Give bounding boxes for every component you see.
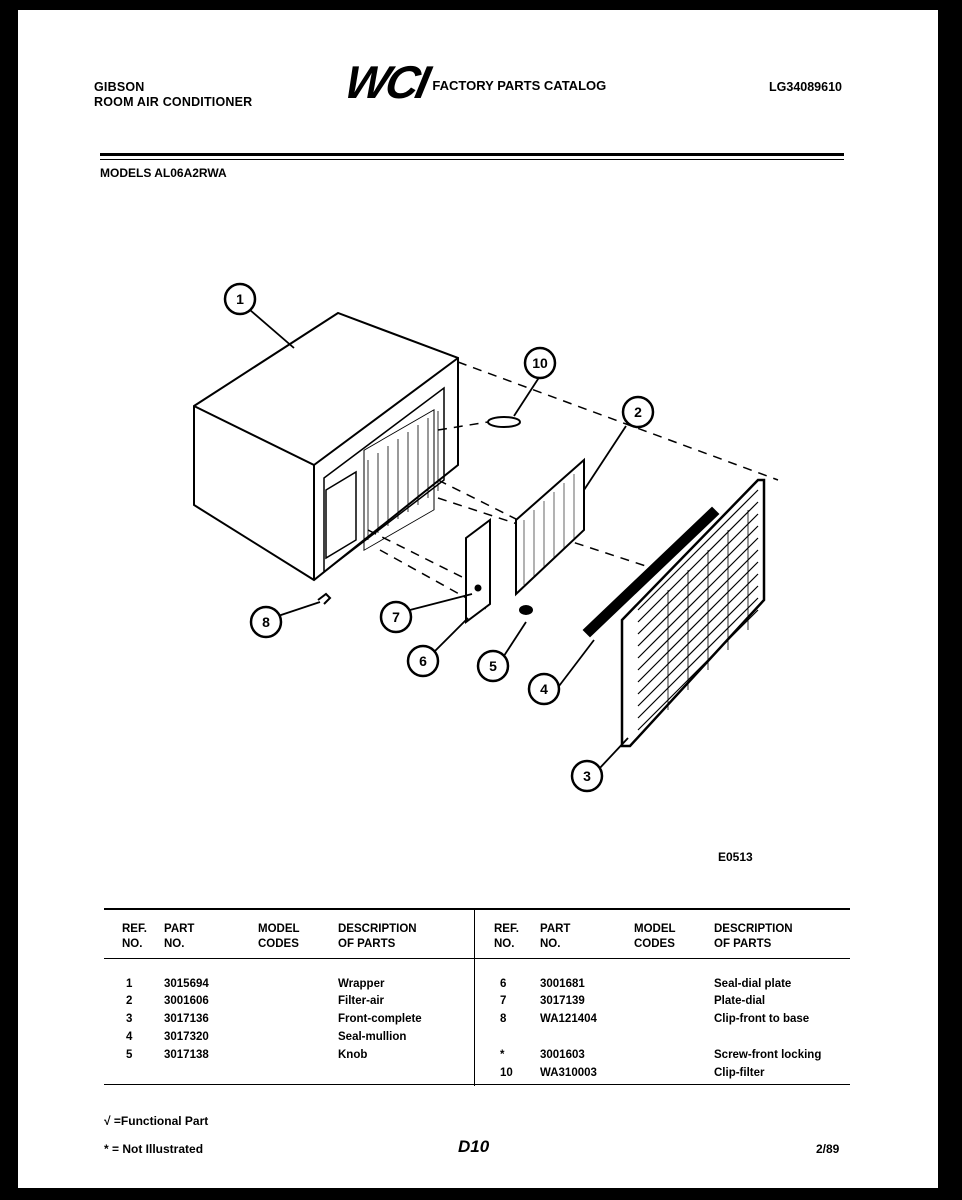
cell-part: WA310003 [540,1067,597,1079]
brand-name: GIBSON [94,80,145,94]
cell-ref: 4 [126,1031,133,1043]
table-row [18,1065,938,1082]
cell-part: 3017136 [164,1013,209,1025]
page-number: D10 [458,1137,490,1156]
callout-1: 1 [236,291,244,307]
header-ref-left: REF. NO. [122,923,147,950]
cell-ref: 10 [500,1067,513,1079]
cell-part: 3001606 [164,995,209,1007]
callout-6: 6 [419,653,427,669]
cell-desc: Plate-dial [714,995,766,1007]
cell-desc: Clip-front to base [714,1013,810,1025]
diagram-code: E0513 [718,850,753,864]
table-row [18,1047,938,1064]
cell-part: 3017138 [164,1049,209,1061]
callout-2: 2 [634,404,642,420]
header-desc-left: DESCRIPTION OF PARTS [338,923,417,950]
filter-clip-part [488,417,520,427]
cell-desc: Knob [338,1049,368,1061]
wci-logo: WCI [340,56,432,108]
product-name: ROOM AIR CONDITIONER [94,95,253,109]
callout-3: 3 [583,768,591,784]
cell-ref: 8 [500,1013,507,1025]
table-bottom-rule [104,1084,850,1085]
cell-ref: * [500,1049,505,1061]
cell-desc: Filter-air [338,995,385,1007]
table-row [18,993,938,1010]
header-part-right: PART NO. [540,923,571,950]
cell-ref: 5 [126,1049,133,1061]
cell-desc: Clip-filter [714,1067,765,1079]
table-header-rule [104,958,850,959]
callout-5: 5 [489,658,497,674]
cell-part: 3015694 [164,978,209,990]
callout-10: 10 [532,355,548,371]
catalog-name: FACTORY PARTS CATALOG [432,77,607,93]
cell-desc: Screw-front locking [714,1049,822,1061]
cell-desc: Seal-dial plate [714,978,792,990]
cell-part: 3001681 [540,978,585,990]
table-row [18,1029,938,1046]
callout-7: 7 [392,609,400,625]
table-row [18,1011,938,1028]
exploded-parts-diagram [18,10,938,890]
cell-ref: 2 [126,995,133,1007]
header-part-left: PART NO. [164,923,195,950]
cell-part: 3001603 [540,1049,585,1061]
cell-ref: 3 [126,1013,133,1025]
catalog-number: LG34089610 [769,80,842,94]
functional-part-note: √ =Functional Part [104,1114,209,1128]
cell-ref: 7 [500,995,507,1007]
cell-part: WA121404 [540,1013,597,1025]
models-label: MODELS AL06A2RWA [100,166,227,180]
cell-ref: 1 [126,978,133,990]
cell-desc: Wrapper [338,978,385,990]
cell-part: 3017139 [540,995,585,1007]
knob-part [520,606,532,614]
cell-desc: Seal-mullion [338,1031,407,1043]
table-top-rule [104,908,850,910]
callout-4: 4 [540,681,548,697]
callout-8: 8 [262,614,270,630]
cell-ref: 6 [500,978,507,990]
not-illustrated-note: * = Not Illustrated [104,1142,204,1156]
header-desc-right: DESCRIPTION OF PARTS [714,923,793,950]
revision-date: 2/89 [816,1142,840,1156]
dial-plate-part [466,520,490,622]
cell-desc: Front-complete [338,1013,422,1025]
header-ref-right: REF. NO. [494,923,519,950]
header-model-right: MODEL CODES [634,923,676,950]
header-model-left: MODEL CODES [258,923,300,950]
cell-part: 3017320 [164,1031,209,1043]
table-row [18,976,938,993]
catalog-page [18,10,938,1188]
